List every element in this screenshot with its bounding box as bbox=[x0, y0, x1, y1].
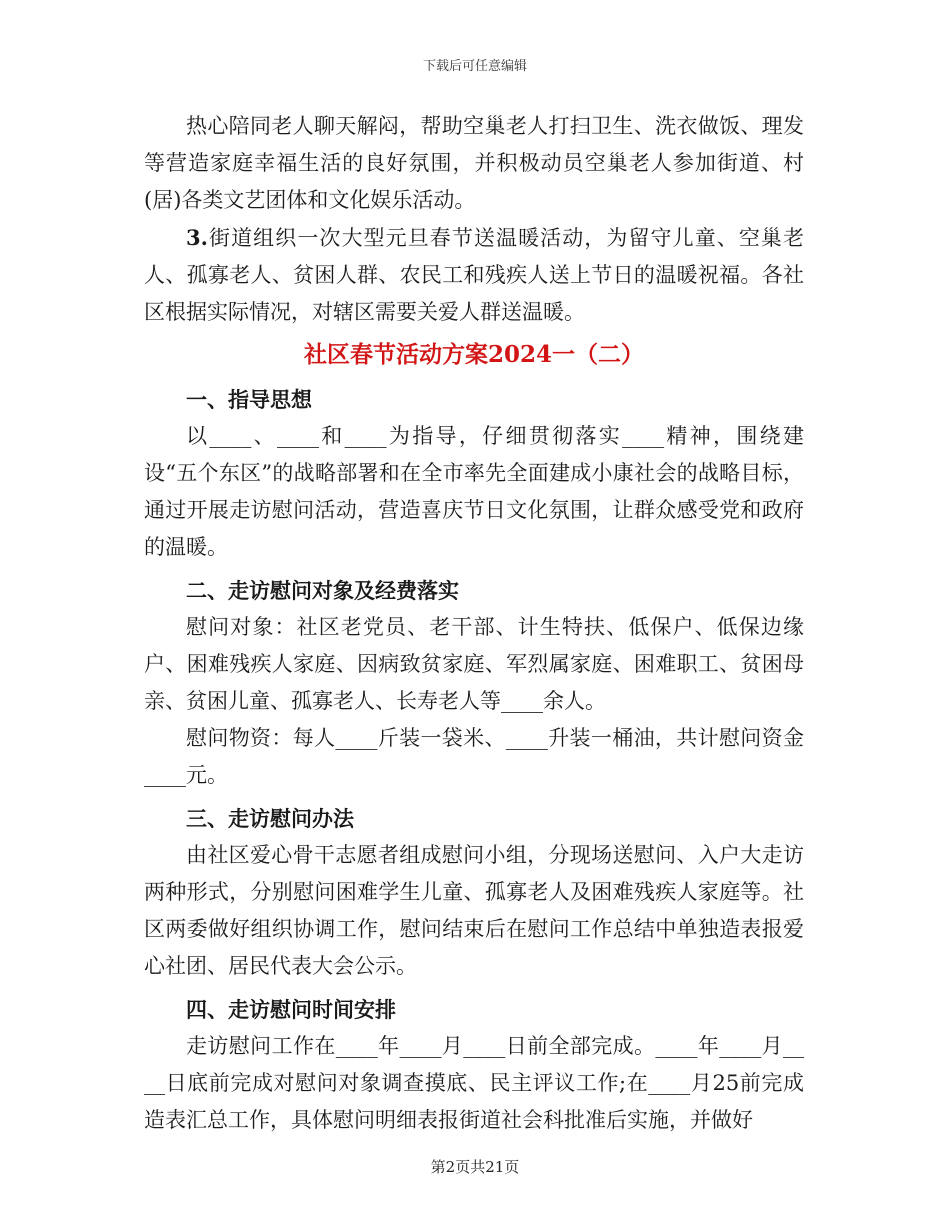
section-2-paragraph-1: 慰问对象：社区老党员、老干部、计生特扶、低保户、低保边缘户、困难残疾人家庭、因病致贫家庭、军烈属家庭、困难职工、贫困母亲、贫困儿童、孤寡老人、长寿老人等____余人。 bbox=[144, 615, 804, 713]
section-4-paragraph-1: 走访慰问工作在____年____月____日前全部完成。____年____月____日底前完成对慰问对象调查摸底、民主评议工作;在____月25前完成造表汇总工作，具体慰问明细表报街道社会科批准后实施，并做好 bbox=[144, 1034, 804, 1132]
section-1-paragraph-1: 以____、____和____为指导，仔细贯彻落实____精神，围绕建设“五个东区”的战略部署和在全市率先全面建成小康社会的战略目标，通过开展走访慰问活动，营造喜庆节日文化氛围，让群众感受党和政府的温暖。 bbox=[144, 424, 804, 559]
document-title: 社区春节活动方案2024一（二） bbox=[303, 341, 644, 368]
section-3-paragraph-1: 由社区爱心骨干志愿者组成慰问小组，分现场送慰问、入户大走访两种形式，分别慰问困难学生儿童、孤寡老人及困难残疾人家庭等。社区两委做好组织协调工作，慰问结束后在慰问工作总结中单独造表报爱心社团、居民代表大会公示。 bbox=[144, 843, 804, 978]
document-body bbox=[144, 108, 804, 1139]
intro-paragraph-2-text: 街道组织一次大型元旦春节送温暖活动，为留守儿童、空巢老人、孤寡老人、贫困人群、农民工和残疾人送上节日的温暖祝福。各社区根据实际情况，对辖区需要关爱人群送温暖。 bbox=[144, 226, 804, 324]
section-heading-2: 二、走访慰问对象及经费落实 bbox=[186, 578, 459, 603]
page-footer: 第2页共21页 bbox=[430, 1158, 520, 1176]
intro-paragraph-1: 热心陪同老人聊天解闷，帮助空巢老人打扫卫生、洗衣做饭、理发等营造家庭幸福生活的良好氛围，并积极动员空巢老人参加街道、村(居)各类文艺团体和文化娱乐活动。 bbox=[144, 114, 804, 212]
section-heading-3: 三、走访慰问办法 bbox=[186, 806, 354, 831]
section-heading-4: 四、走访慰问时间安排 bbox=[186, 997, 396, 1022]
section-2-paragraph-2: 慰问物资：每人____斤装一袋米、____升装一桶油，共计慰问资金____元。 bbox=[144, 726, 804, 787]
page-header: 下载后可任意编辑 bbox=[422, 59, 527, 74]
section-heading-1: 一、指导思想 bbox=[186, 387, 312, 412]
list-number: 3. bbox=[186, 225, 208, 250]
intro-paragraph-2 bbox=[144, 219, 804, 331]
